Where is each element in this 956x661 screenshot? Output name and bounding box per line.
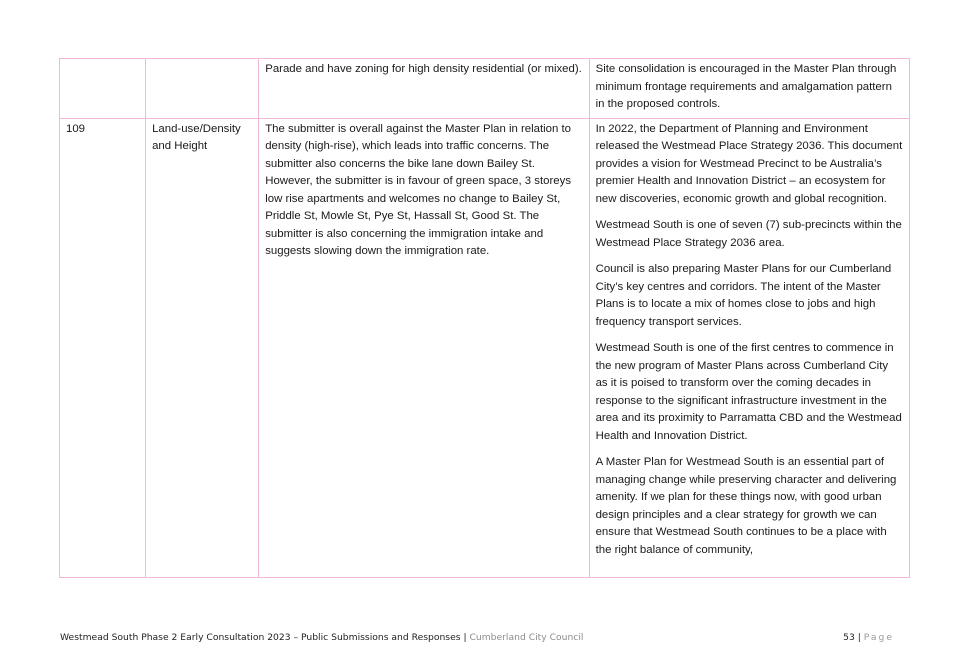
response-paragraph: A Master Plan for Westmead South is an essential part of managing change while preserving character and delivering amenity. If we plan for these things now, with good urban design principles and a clear strategy for growth we can ensure that Westmead South continues to be a place with the right balance of community,	[595, 456, 897, 556]
submissions-table	[59, 58, 910, 578]
response-paragraph: Westmead South is one of the first centres to commence in the new program of Master Plans across Cumberland City as it is poised to transform over the coming decades in response to the significant infrastructure investment in the area and its proximity to Parramatta CBD and the Westmead Health and Innovation District.	[595, 342, 902, 442]
submission-number-cell: 109	[60, 118, 146, 577]
footer-separator: |	[463, 632, 467, 643]
table-row	[60, 59, 910, 119]
page-separator: |	[857, 632, 861, 643]
topic-cell	[146, 59, 259, 119]
table-row	[60, 118, 910, 577]
page-number-block	[843, 632, 894, 643]
submission-cell	[259, 59, 589, 119]
topic-cell: Land-use/Density and Height	[146, 118, 259, 577]
submission-cell	[259, 118, 589, 577]
footer-document-title: Westmead South Phase 2 Early Consultation 2023 – Public Submissions and Responses	[60, 632, 461, 643]
response-cell	[589, 118, 909, 577]
submission-number-cell	[60, 59, 146, 119]
page-label: Page	[863, 632, 894, 643]
response-paragraph: Council is also preparing Master Plans for our Cumberland City’s key centres and corridors. The intent of the Master Plans is to locate a mix of homes close to jobs and high frequency transport services.	[595, 263, 892, 328]
page-number: 53	[843, 632, 855, 643]
footer-organisation: Cumberland City Council	[469, 632, 584, 643]
page-footer	[60, 632, 894, 643]
response-cell	[589, 59, 909, 119]
submission-text: Parade and have zoning for high density residential (or mixed).	[265, 63, 582, 75]
response-paragraph: Westmead South is one of seven (7) sub-precincts within the Westmead Place Strategy 2036 area.	[595, 219, 902, 249]
submission-text: The submitter is overall against the Master Plan in relation to density (high-rise), which leads into traffic concerns. The submitter also concerns the bike lane down Bailey St. However, the submitter is in favour of green space, 3 storeys low rise apartments and welcomes no change to Bailey St, Priddle St, Mowle St, Pye St, Hassall St, Good St. The submitter is also concerning the immigration intake and suggests slowing down the immigration rate.	[265, 122, 572, 257]
response-text: Site consolidation is encouraged in the Master Plan through minimum frontage requirements and amalgamation pattern in the proposed controls.	[595, 63, 897, 110]
response-paragraph: In 2022, the Department of Planning and Environment released the Westmead Place Strategy 2036. This document provides a vision for Westmead Precinct to be Australia’s premier Health and Innovation District – an ecosystem for new discoveries, economic growth and global recognition.	[595, 122, 903, 205]
